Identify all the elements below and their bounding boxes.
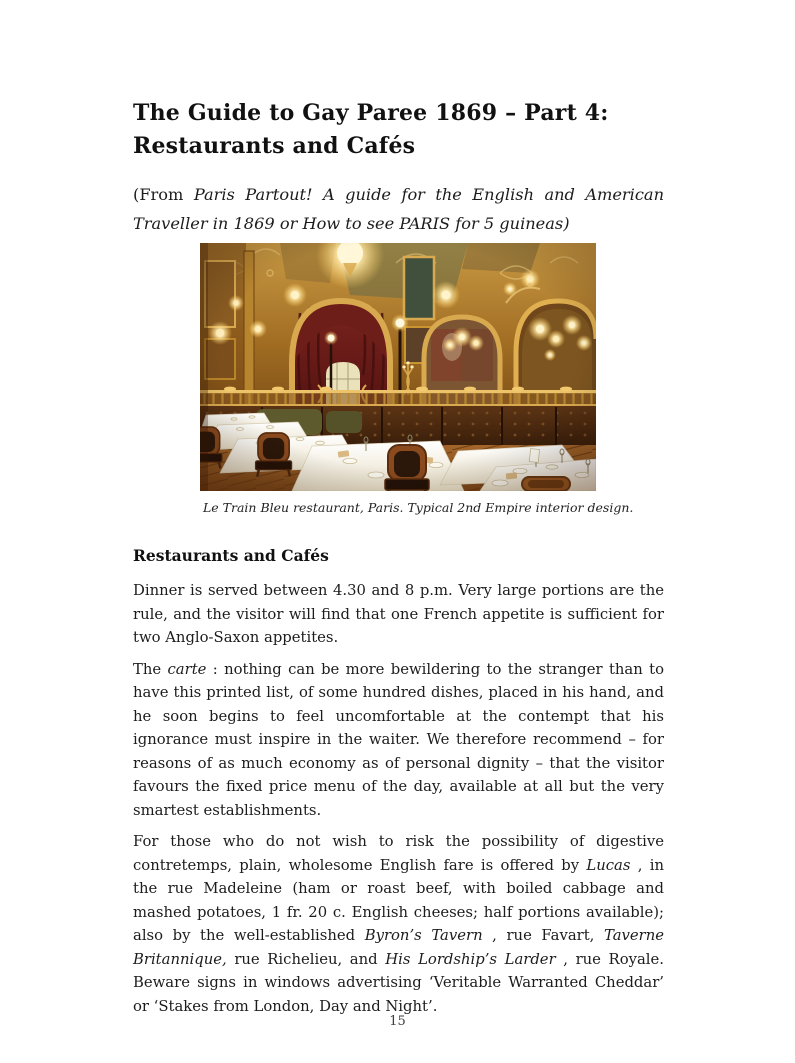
source-note-title: Paris Partout! A guide for the English and American Traveller in 1869 or How to see PARIS for 5 guineas) bbox=[133, 185, 664, 233]
text-run: The bbox=[133, 660, 168, 678]
source-note-prefix: (From bbox=[133, 185, 194, 204]
paragraph-dinner: Dinner is served between 4.30 and 8 p.m. Very large portions are the rule, and the visitor will find that one French appetite is sufficient for two Anglo-Saxon appetites. bbox=[133, 582, 664, 646]
text-run: For those who do not wish to risk the possibility of digestive contretemps, plain, wholesome English fare is offered by bbox=[133, 833, 664, 874]
italic-run-byrons-tavern: Byron’s Tavern bbox=[364, 927, 483, 944]
section-heading: Restaurants and Cafés bbox=[133, 546, 329, 565]
text-run: : nothing can be more bewildering to the stranger than to have this printed list, of some hundred dishes, placed in his hand, and he soon begins to feel uncomfortable at the contempt that his ignorance must inspire in the waiter. We therefore recommend – for reasons of as much economy as of personal dignity – that the visitor favours the fixed price menu of the day, available at all but the very smartest establishments. bbox=[133, 660, 664, 819]
title-line-1: The Guide to Gay Paree 1869 – Part 4: bbox=[133, 100, 609, 126]
photo-edge-shadow bbox=[200, 243, 208, 491]
page-title bbox=[133, 97, 664, 163]
italic-run-lucas: Lucas bbox=[586, 856, 631, 874]
photo-caption: Le Train Bleu restaurant, Paris. Typical 2nd Empire interior design. bbox=[203, 500, 634, 515]
italic-run-carte: carte bbox=[167, 660, 207, 678]
text-run: , in the rue Madeleine (ham or roast beef, with boiled cabbage and mashed potatoes, 1 fr. 20 c. English cheeses; half portions available); also by the well-established bbox=[133, 856, 665, 944]
page-number: 15 bbox=[389, 1014, 406, 1029]
paragraph-english-fare bbox=[133, 830, 664, 1018]
text-run: , rue Favart, bbox=[482, 927, 604, 944]
paragraph-carte bbox=[133, 658, 664, 823]
italic-run-taverne-britannique: Taverne Britannique, bbox=[133, 927, 664, 968]
text-run: rue Richelieu, and bbox=[226, 950, 386, 968]
le-train-bleu-photo bbox=[200, 243, 596, 491]
italic-run-his-lordships-larder: His Lordship’s Larder bbox=[385, 950, 556, 968]
photo-vignette bbox=[200, 243, 596, 491]
text-column bbox=[133, 0, 664, 1018]
text-run: , rue Royale. Beware signs in windows advertising ‘Veritable Warranted Cheddar’ or ‘Stakes from London, Day and Night’. bbox=[133, 950, 664, 1015]
title-line-2: Restaurants and Cafés bbox=[133, 133, 416, 159]
photo-canvas bbox=[200, 243, 596, 491]
source-note bbox=[133, 180, 664, 238]
